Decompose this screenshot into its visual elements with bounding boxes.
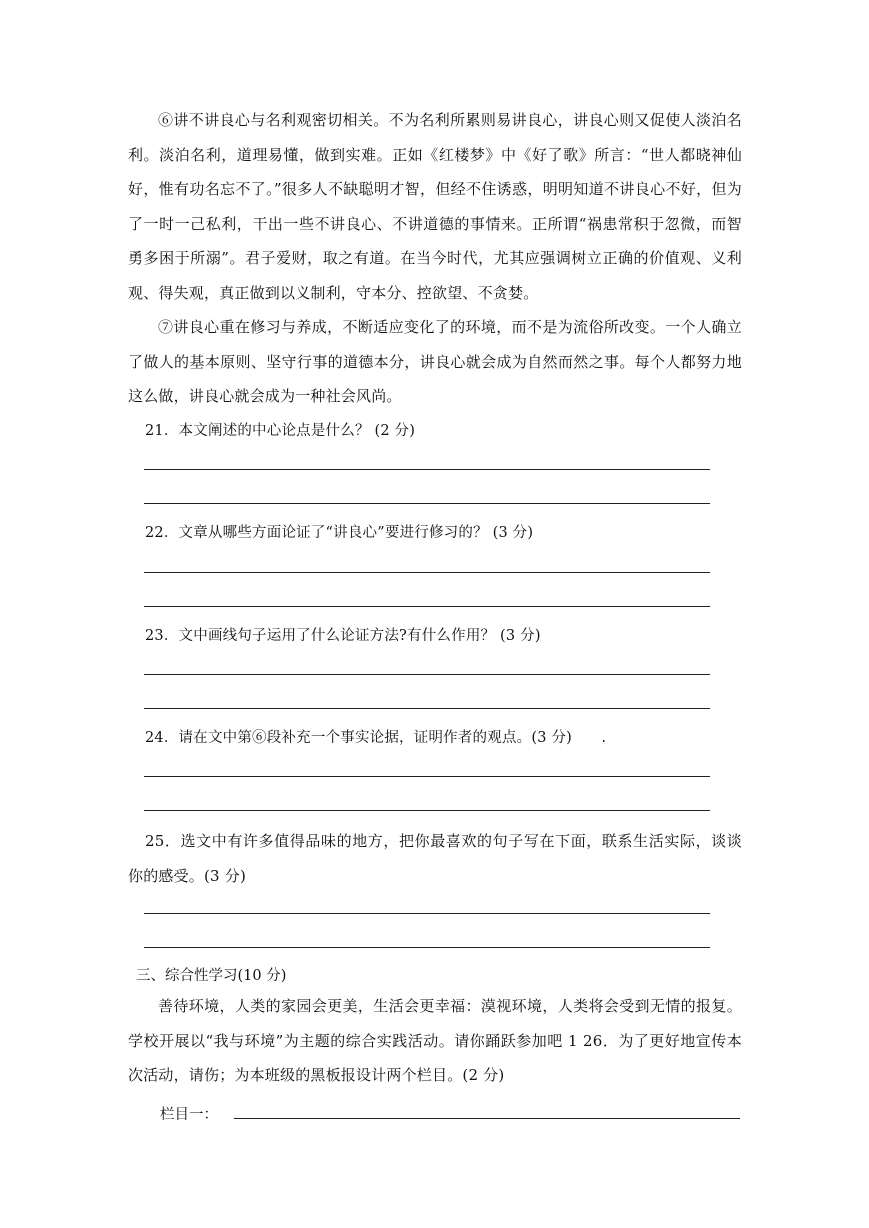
answer-line[interactable] bbox=[144, 708, 710, 709]
question-23: 23．文中画线句子运用了什么论证方法?有什么作用？ (3 分) bbox=[145, 628, 541, 644]
question-24: 24．请在文中第⑥段补充一个事实论据，证明作者的观点。(3 分) . bbox=[145, 730, 607, 746]
section-intro: 善待环境，人类的家园会更美，生活会更幸福：漠视环境，人类将会受到无情的报复。学校开展以“我与环境”为主题的综合实践活动。请你踊跃参加吧 1 26．为了更好地宣传本次活动，请伤；为本班级的黑板报设计两个栏目。(2 分) bbox=[128, 997, 742, 1084]
answer-line[interactable] bbox=[144, 947, 710, 948]
answer-line[interactable] bbox=[144, 674, 710, 675]
column-one-label: 栏目一： bbox=[160, 1107, 218, 1123]
answer-line[interactable] bbox=[144, 503, 710, 504]
answer-line[interactable] bbox=[144, 469, 710, 470]
answer-line[interactable] bbox=[144, 810, 710, 811]
paragraph-6: ⑥讲不讲良心与名利观密切相关。不为名利所累则易讲良心，讲良心则又促使人淡泊名利。淡泊名利，道理易懂，做到实难。正如《红楼梦》中《好了歌》所言：“世人都晓神仙好，惟有功名忘不了。”很多人不缺聪明才智，但经不住诱惑，明明知道不讲良心不好，但为了一时一己私利，干出一些不讲良心、不讲道德的事情来。正所谓“祸患常积于忽微，而智勇多困于所溺”。君子爱财，取之有道。在当今时代，尤其应强调树立正确的价值观、义利观、得失观，真正做到以义制利，守本分、控欲望、不贪婪。 bbox=[128, 111, 742, 302]
question-25: 25．选文中有许多值得品味的地方，把你最喜欢的句子写在下面，联系生活实际，谈谈你的感受。(3 分) bbox=[128, 832, 742, 885]
answer-line[interactable] bbox=[144, 606, 710, 607]
section-heading: 三、综合性学习(10 分) bbox=[136, 968, 287, 984]
column-one-line[interactable] bbox=[234, 1118, 740, 1119]
answer-line[interactable] bbox=[144, 913, 710, 914]
question-22: 22．文章从哪些方面论证了“讲良心”要进行修习的？ (3 分) bbox=[145, 525, 534, 541]
question-21: 21．本文阐述的中心论点是什么？ (2 分) bbox=[145, 423, 416, 439]
answer-line[interactable] bbox=[144, 776, 710, 777]
answer-line[interactable] bbox=[144, 572, 710, 573]
paragraph-7: ⑦讲良心重在修习与养成，不断适应变化了的环境，而不是为流俗所改变。一个人确立了做人的基本原则、坚守行事的道德本分，讲良心就会成为自然而然之事。每个人都努力地这么做，讲良心就会成为一种社会风尚。 bbox=[128, 318, 742, 405]
